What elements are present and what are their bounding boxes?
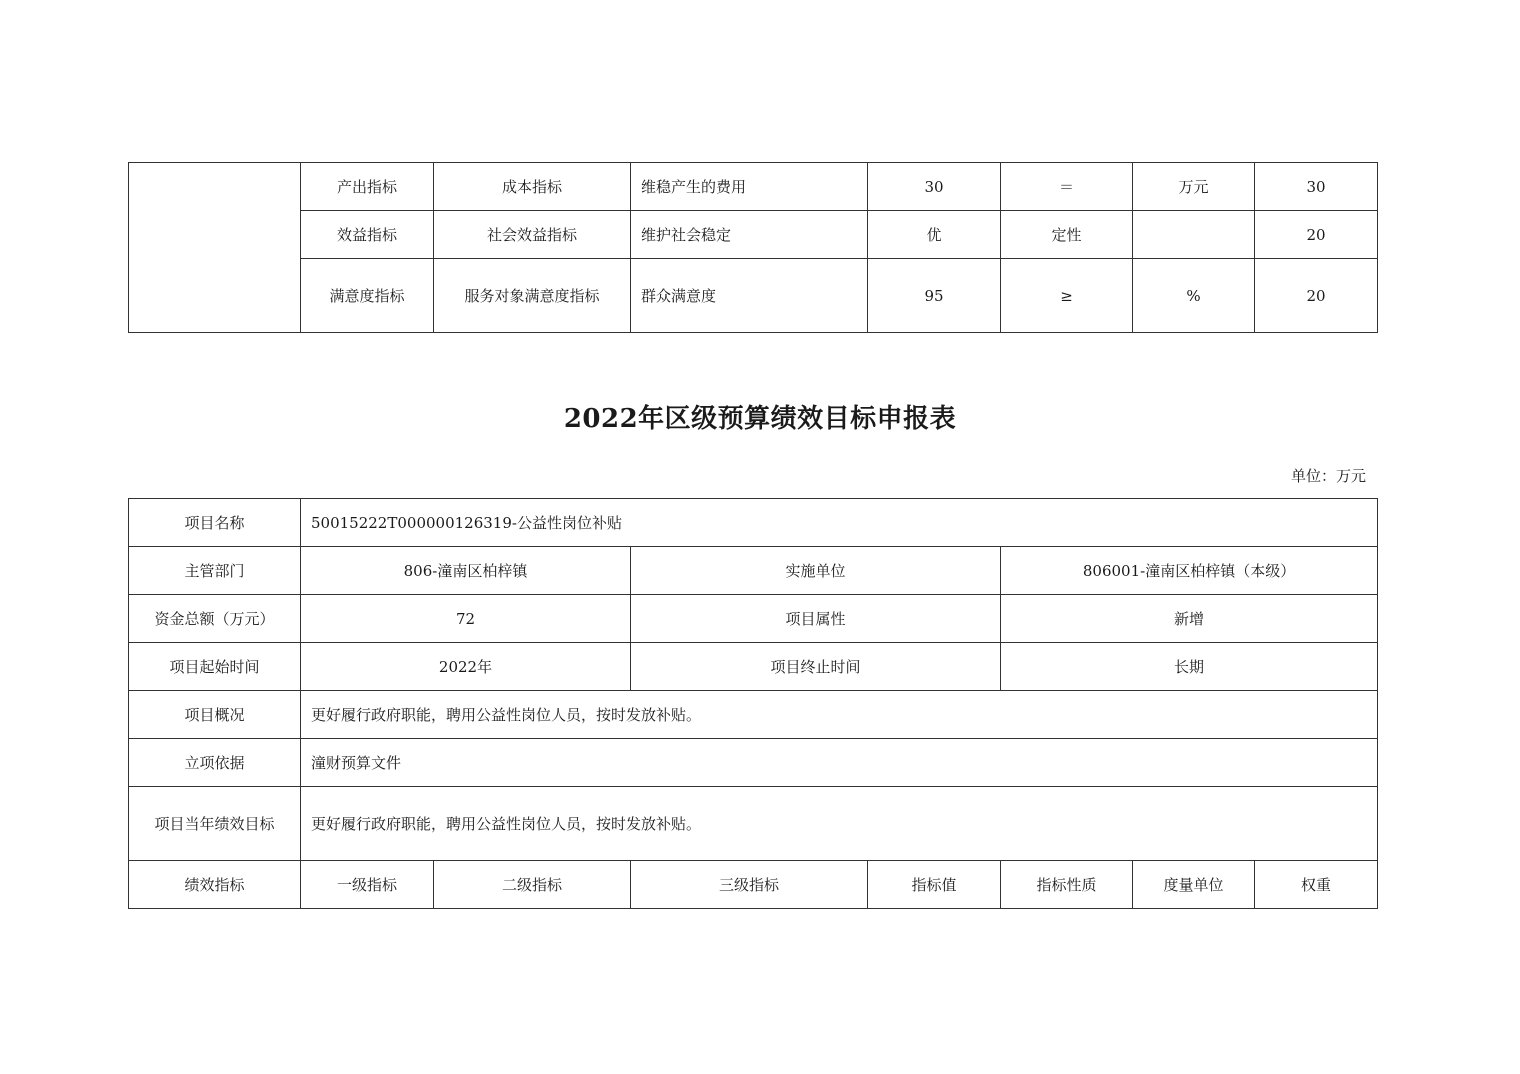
level2-indicator: 成本指标	[434, 163, 631, 211]
measure-unit: %	[1133, 259, 1255, 333]
table-row	[129, 547, 1378, 595]
table-row	[129, 163, 1378, 211]
project-name-label: 项目名称	[129, 499, 301, 547]
level3-indicator: 维稳产生的费用	[631, 163, 868, 211]
measure-unit	[1133, 211, 1255, 259]
goal-label: 项目当年绩效目标	[129, 787, 301, 861]
table-row	[129, 211, 1378, 259]
header-level2: 二级指标	[434, 861, 631, 909]
level3-indicator: 维护社会稳定	[631, 211, 868, 259]
header-performance-indicator: 绩效指标	[129, 861, 301, 909]
table-row	[129, 643, 1378, 691]
header-weight: 权重	[1255, 861, 1378, 909]
weight: 30	[1255, 163, 1378, 211]
amount-label: 资金总额（万元）	[129, 595, 301, 643]
start-label: 项目起始时间	[129, 643, 301, 691]
dept-label: 主管部门	[129, 547, 301, 595]
level2-indicator: 社会效益指标	[434, 211, 631, 259]
header-unit: 度量单位	[1133, 861, 1255, 909]
end-label: 项目终止时间	[631, 643, 1001, 691]
weight: 20	[1255, 259, 1378, 333]
impl-label: 实施单位	[631, 547, 1001, 595]
attr-label: 项目属性	[631, 595, 1001, 643]
attr-value: 新增	[1001, 595, 1378, 643]
goal-value: 更好履行政府职能，聘用公益性岗位人员，按时发放补贴。	[301, 787, 1378, 861]
level2-indicator: 服务对象满意度指标	[434, 259, 631, 333]
header-level1: 一级指标	[301, 861, 434, 909]
level1-indicator: 产出指标	[301, 163, 434, 211]
table-row	[129, 787, 1378, 861]
overview-value: 更好履行政府职能，聘用公益性岗位人员，按时发放补贴。	[301, 691, 1378, 739]
indicator-nature: 定性	[1001, 211, 1133, 259]
table-row	[129, 499, 1378, 547]
overview-label: 项目概况	[129, 691, 301, 739]
table-row	[129, 691, 1378, 739]
indicator-header-row	[129, 861, 1378, 909]
basis-label: 立项依据	[129, 739, 301, 787]
level1-indicator: 效益指标	[301, 211, 434, 259]
measure-unit: 万元	[1133, 163, 1255, 211]
header-nature: 指标性质	[1001, 861, 1133, 909]
indicator-value: 优	[868, 211, 1001, 259]
dept-value: 806-潼南区柏梓镇	[301, 547, 631, 595]
unit-note: 单位：万元	[1290, 467, 1366, 485]
indicator-value: 30	[868, 163, 1001, 211]
end-value: 长期	[1001, 643, 1378, 691]
blank-merged-cell	[129, 163, 301, 333]
impl-value: 806001-潼南区柏梓镇（本级）	[1001, 547, 1378, 595]
amount-value: 72	[301, 595, 631, 643]
table-row	[129, 739, 1378, 787]
table-row	[129, 259, 1378, 333]
indicator-value: 95	[868, 259, 1001, 333]
basis-value: 潼财预算文件	[301, 739, 1378, 787]
indicator-nature: ＝	[1001, 163, 1133, 211]
weight: 20	[1255, 211, 1378, 259]
header-value: 指标值	[868, 861, 1001, 909]
indicator-continuation-table	[128, 162, 1378, 333]
start-value: 2022年	[301, 643, 631, 691]
table-row	[129, 595, 1378, 643]
level3-indicator: 群众满意度	[631, 259, 868, 333]
page-title: 2022年区级预算绩效目标申报表	[563, 404, 957, 434]
header-level3: 三级指标	[631, 861, 868, 909]
indicator-nature: ≥	[1001, 259, 1133, 333]
project-name-value: 50015222T000000126319-公益性岗位补贴	[301, 499, 1378, 547]
budget-target-form-table	[128, 498, 1378, 909]
level1-indicator: 满意度指标	[301, 259, 434, 333]
